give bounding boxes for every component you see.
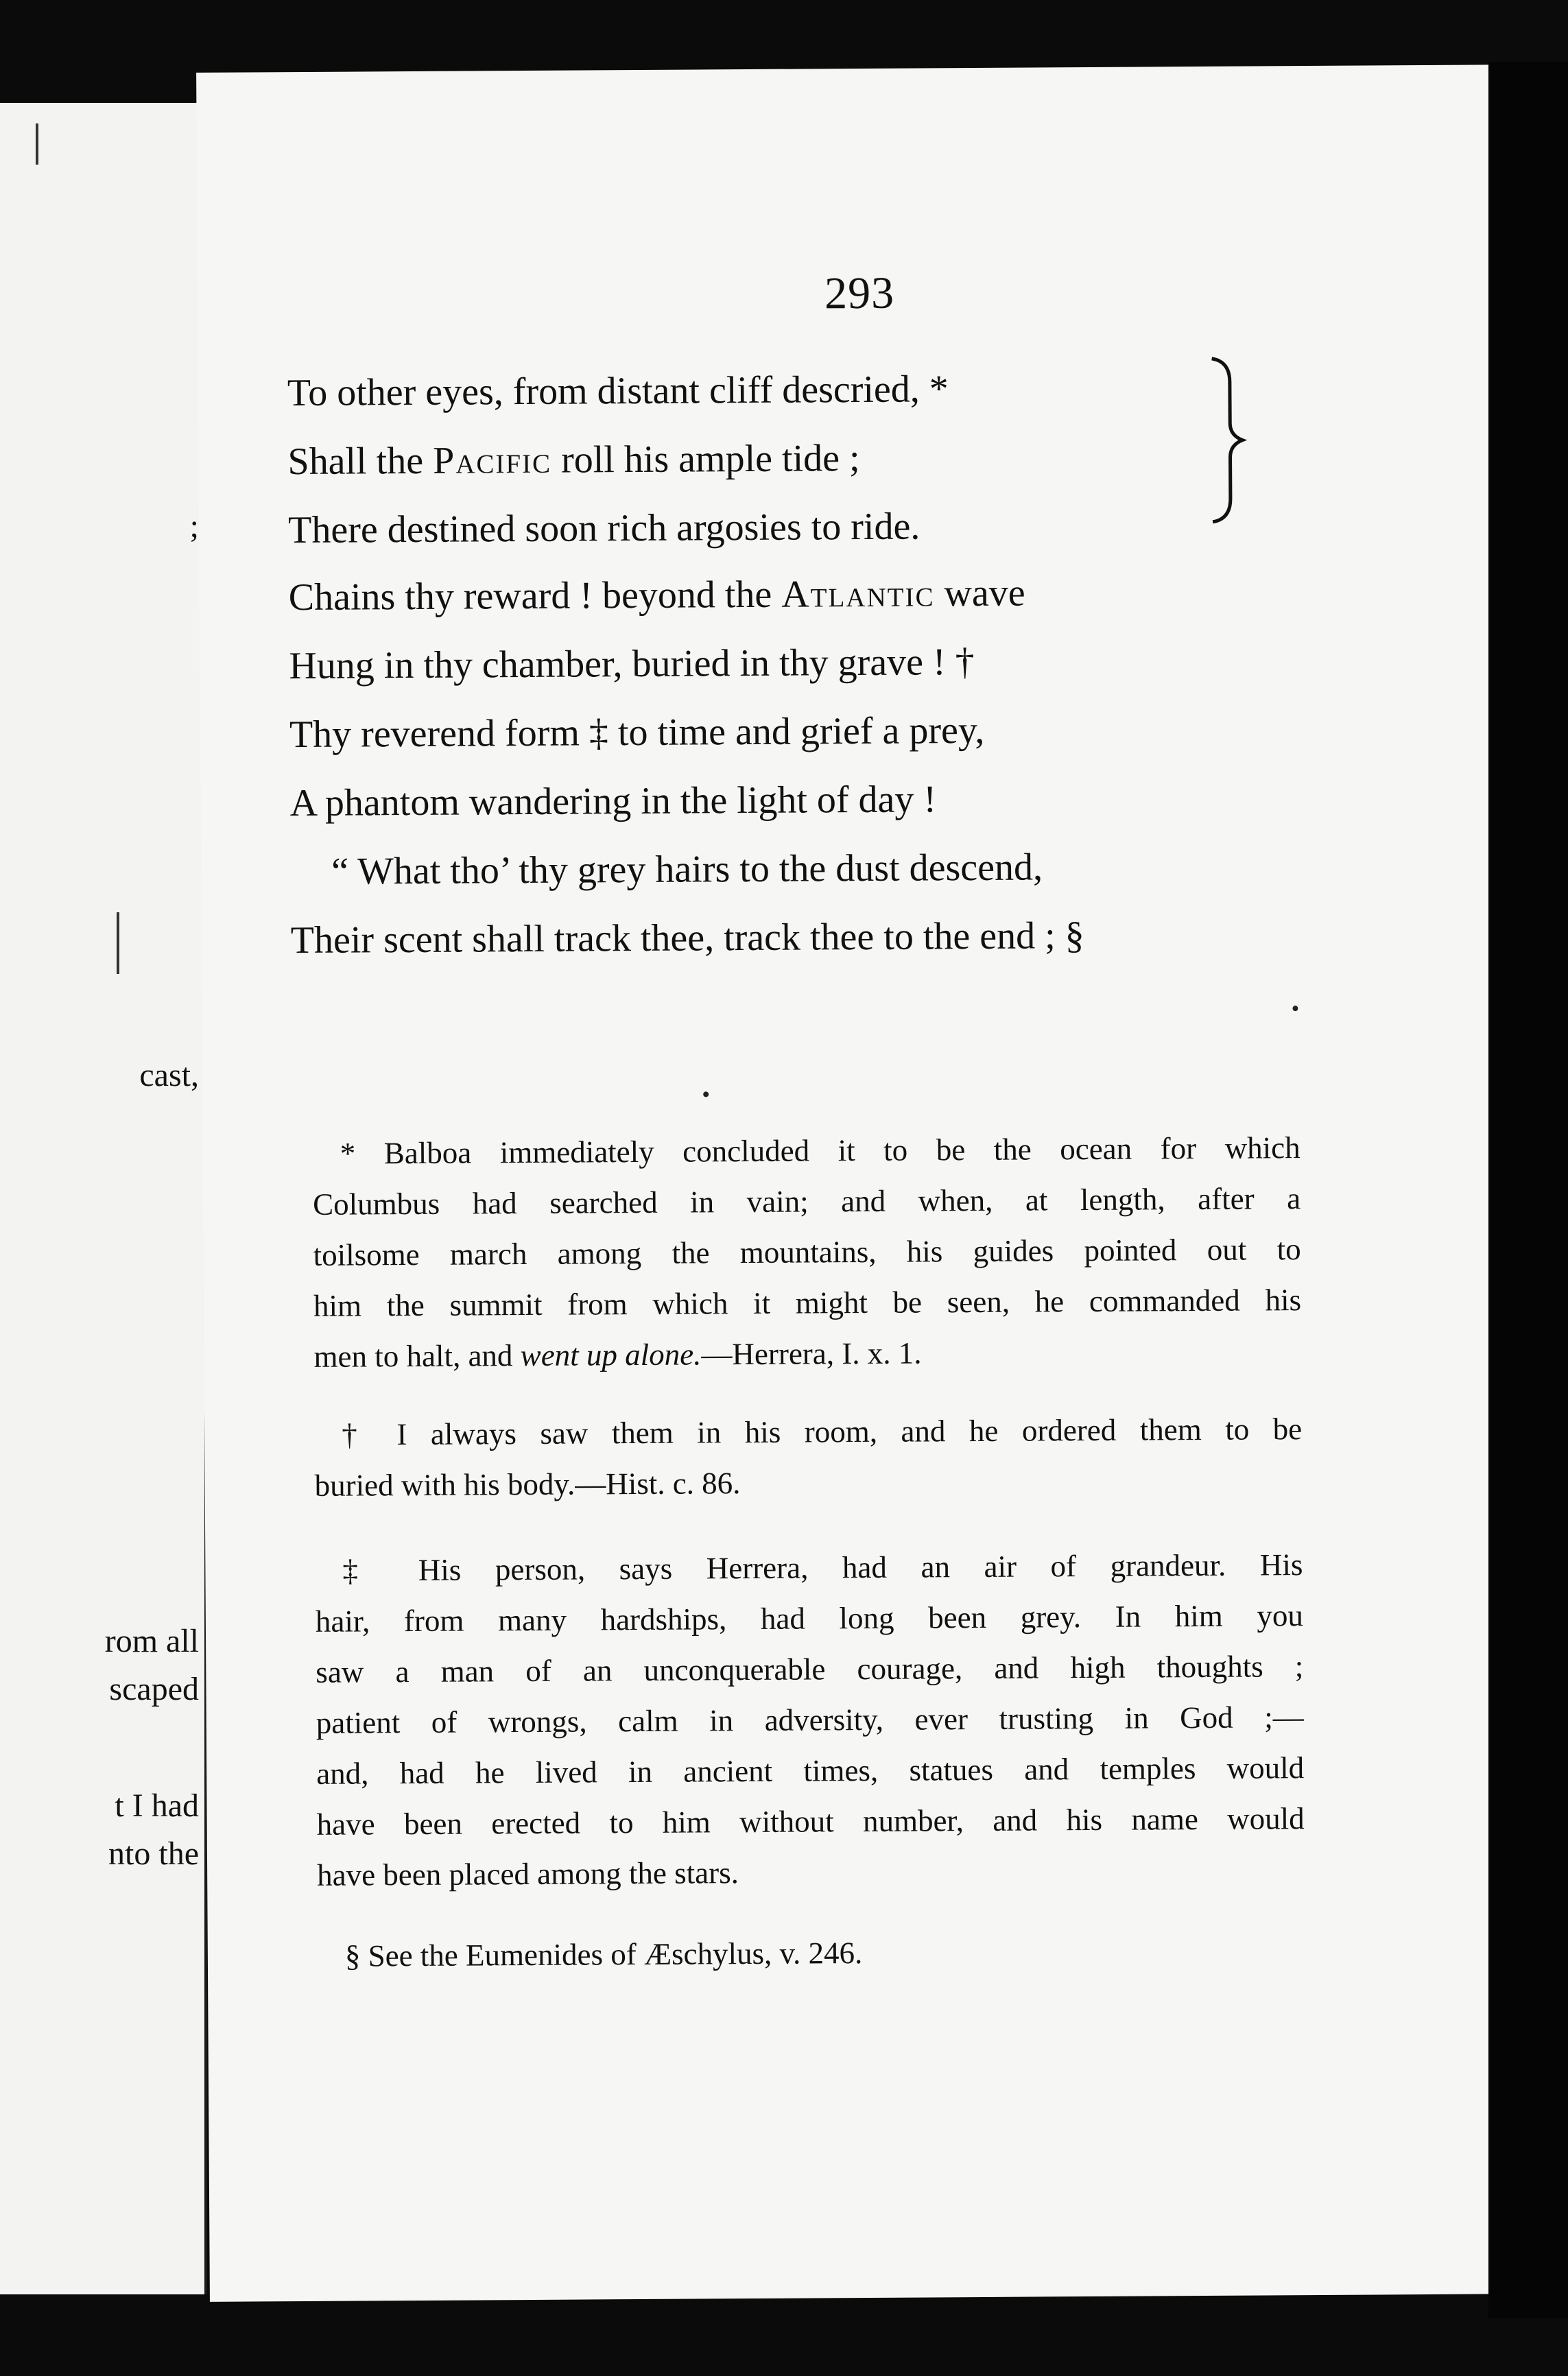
verse-line: A phantom wandering in the light of day ! [289,778,937,825]
left-page-fragment: rom all [104,1623,199,1659]
footnote-line: † I always saw them in his room, and he ordered them to be [342,1412,1303,1452]
verse-line: “ What tho’ thy grey hairs to the dust descend, [331,846,1043,893]
footnote-line: buried with his body.—Hist. c. 86. [314,1466,741,1503]
footnote-line: him the summit from which it might be seen, he commanded his [313,1283,1302,1323]
footnote-line: saw a man of an unconquerable courage, and high thoughts ; [316,1649,1304,1689]
footnote-line: have been erected to him without number, and his name would [316,1801,1305,1842]
ink-speck [1292,1006,1298,1011]
footnote-line: * Balboa immediately concluded it to be the ocean for which [340,1130,1300,1171]
verse-text: Shall the [287,439,433,484]
left-page-fragment: cast, [139,1057,199,1093]
verse-text: roll his ample tide ; [551,437,860,482]
page-number: 293 [824,268,895,319]
ink-speck [703,1091,709,1097]
footnote-line [313,1325,1301,1382]
footnote-balboa [312,1122,1301,1382]
footnote-text: men to halt, and [313,1338,521,1374]
footnote-line: and, had he lived in ancient times, statues and temples would [316,1750,1305,1791]
verse-text: wave [934,571,1025,615]
verse-line: Thy reverend form ‡ to time and grief a prey, [289,709,985,757]
verse-small-caps: Pacific [432,438,552,482]
footnote-line: § See the Eumenides of Æschylus, v. 246. [344,1936,863,1973]
footnote-line: toilsome march among the mountains, his guides pointed out to [313,1232,1301,1272]
footnote-text: —Herrera, I. x. 1. [701,1335,922,1372]
verse-small-caps: Atlantic [781,572,935,616]
left-page-fragment: t I had [115,1787,199,1824]
footnote-line: hair, from many hardships, had long been grey. In him you [315,1598,1304,1639]
footnote-section [318,1925,1305,1982]
page [196,64,1534,2302]
footnote-line: have been placed among the stars. [316,1855,739,1892]
footnote-dagger [314,1403,1303,1511]
verse-line: Their scent shall track thee, track thee to the end ; § [290,914,1084,962]
left-page-fragment: ; [189,508,199,545]
verse-line: There destined soon rich argosies to ride. [287,505,920,552]
book-edge [1488,62,1568,2318]
left-page-fragment: scaped [109,1671,199,1707]
previous-page [0,103,207,2294]
footnote-line: patient of wrongs, calm in adversity, ever trusting in God ;— [316,1700,1304,1740]
ink-mark [117,912,119,974]
footnote-double-dagger [315,1539,1305,1901]
verse-line: To other eyes, from distant cliff descried, * [287,368,949,415]
footnote-line: ‡ His person, says Herrera, had an air of grandeur. His [342,1547,1303,1588]
verse-line [288,571,1025,619]
verse-line [287,437,860,484]
verse-line: Hung in thy chamber, buried in thy grave ! † [289,641,975,688]
left-page-fragment: nto the [108,1836,199,1872]
bracket-brace [1207,355,1249,526]
footnote-line: Columbus had searched in vain; and when, at length, after a [313,1181,1301,1222]
footnote-italic: went up alone. [520,1337,702,1373]
verse-text: Chains thy reward ! beyond the [288,573,782,619]
ink-mark [36,123,38,165]
